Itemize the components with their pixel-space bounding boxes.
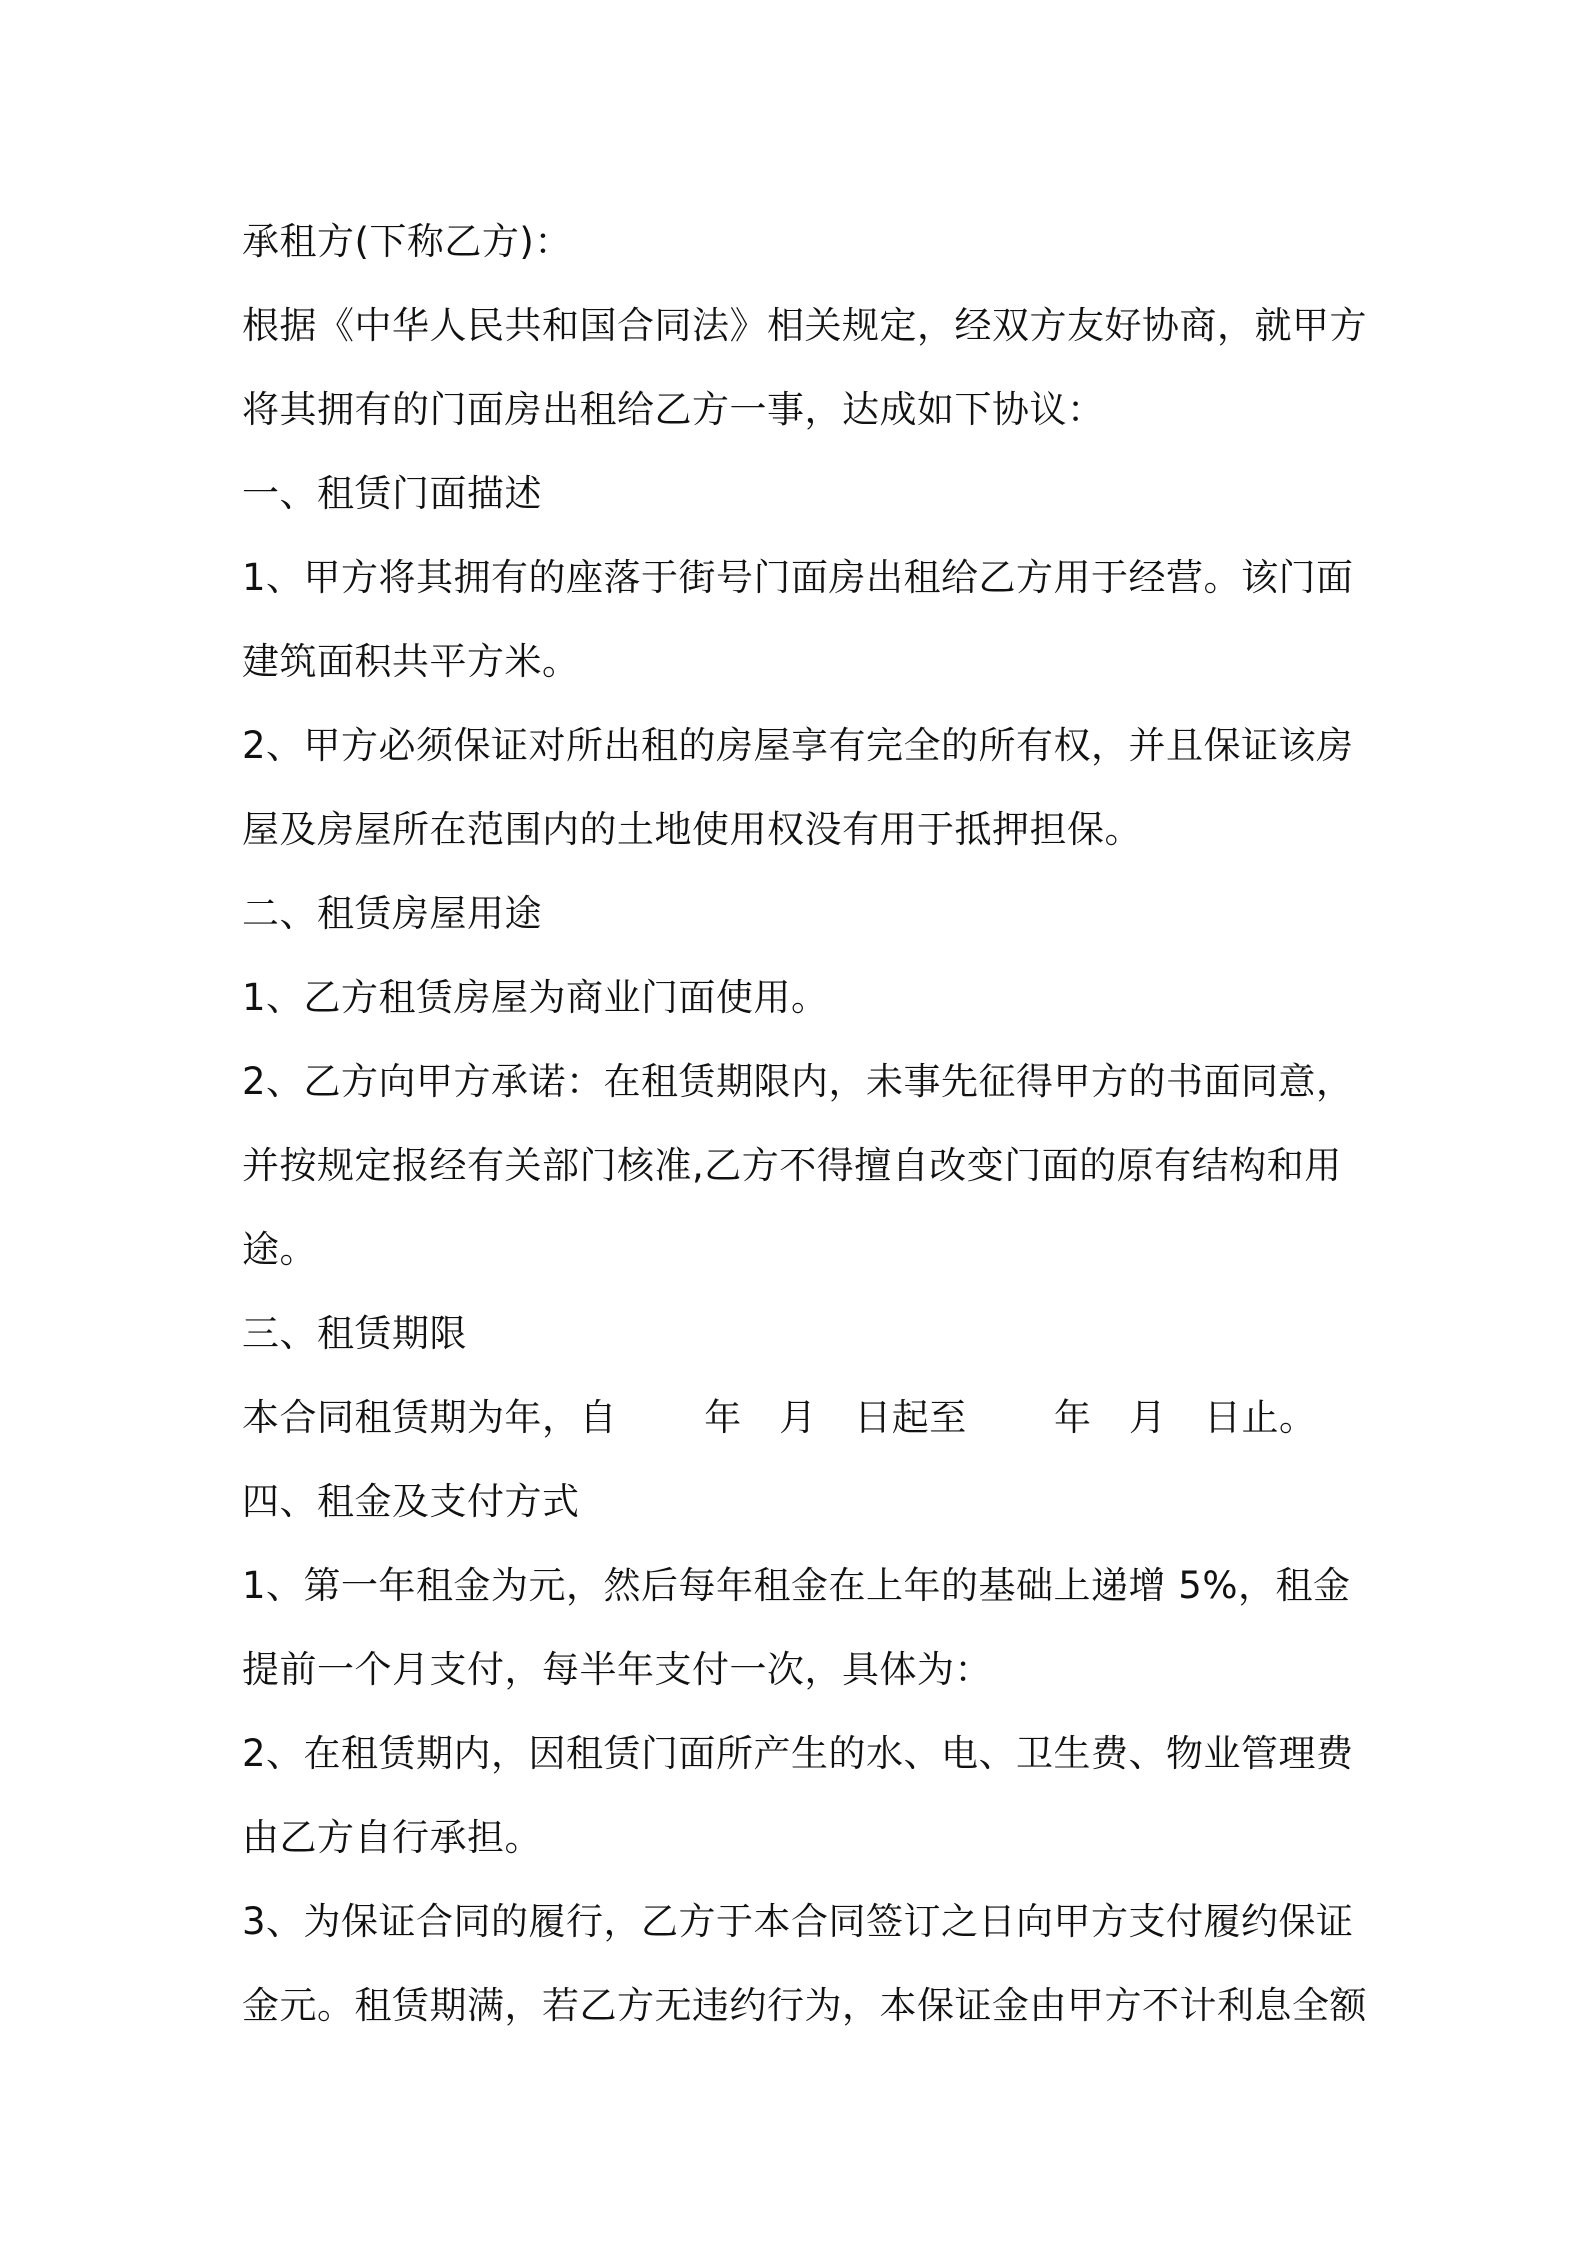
preamble-line-2: 将其拥有的门面房出租给乙方一事，达成如下协议：	[242, 388, 1105, 431]
clause-4-3-line-1: 3、为保证合同的履行，乙方于本合同签订之日向甲方支付履约保证	[242, 1900, 1354, 1943]
clause-1-1-line-1: 1、甲方将其拥有的座落于街号门面房出租给乙方用于经营。该门面	[242, 556, 1354, 599]
document-body	[242, 200, 1367, 2048]
section-1-heading: 一、租赁门面描述	[242, 472, 542, 515]
clause-2-2-line-2: 并按规定报经有关部门核准,乙方不得擅自改变门面的原有结构和用	[242, 1144, 1342, 1187]
section-4-heading: 四、租金及支付方式	[242, 1480, 580, 1523]
clause-4-2-line-2: 由乙方自行承担。	[242, 1816, 542, 1859]
preamble-line-1: 根据《中华人民共和国合同法》相关规定，经双方友好协商，就甲方	[242, 304, 1367, 347]
clause-1-1-line-2: 建筑面积共平方米。	[242, 640, 580, 683]
section-3-heading: 三、租赁期限	[242, 1312, 467, 1355]
clause-4-3-line-2: 金元。租赁期满，若乙方无违约行为，本保证金由甲方不计利息全额	[242, 1984, 1367, 2027]
clause-1-2-line-2: 屋及房屋所在范围内的土地使用权没有用于抵押担保。	[242, 808, 1142, 851]
lessee-heading: 承租方(下称乙方)：	[242, 220, 572, 263]
clause-4-2-line-1: 2、在租赁期内，因租赁门面所产生的水、电、卫生费、物业管理费	[242, 1732, 1354, 1775]
section-2-heading: 二、租赁房屋用途	[242, 892, 542, 935]
clause-2-2-line-1: 2、乙方向甲方承诺：在租赁期限内，未事先征得甲方的书面同意，	[242, 1060, 1354, 1103]
clause-4-1-line-2: 提前一个月支付，每半年支付一次，具体为：	[242, 1648, 992, 1691]
clause-2-2-line-3: 途。	[242, 1228, 317, 1271]
lease-term-line: 本合同租赁期为年，自 年 月 日起至 年 月 日止。	[242, 1396, 1317, 1439]
clause-2-1: 1、乙方租赁房屋为商业门面使用。	[242, 976, 829, 1019]
clause-4-1-line-1: 1、第一年租金为元，然后每年租金在上年的基础上递增 5%，租金	[242, 1564, 1351, 1607]
clause-1-2-line-1: 2、甲方必须保证对所出租的房屋享有完全的所有权，并且保证该房	[242, 724, 1354, 767]
